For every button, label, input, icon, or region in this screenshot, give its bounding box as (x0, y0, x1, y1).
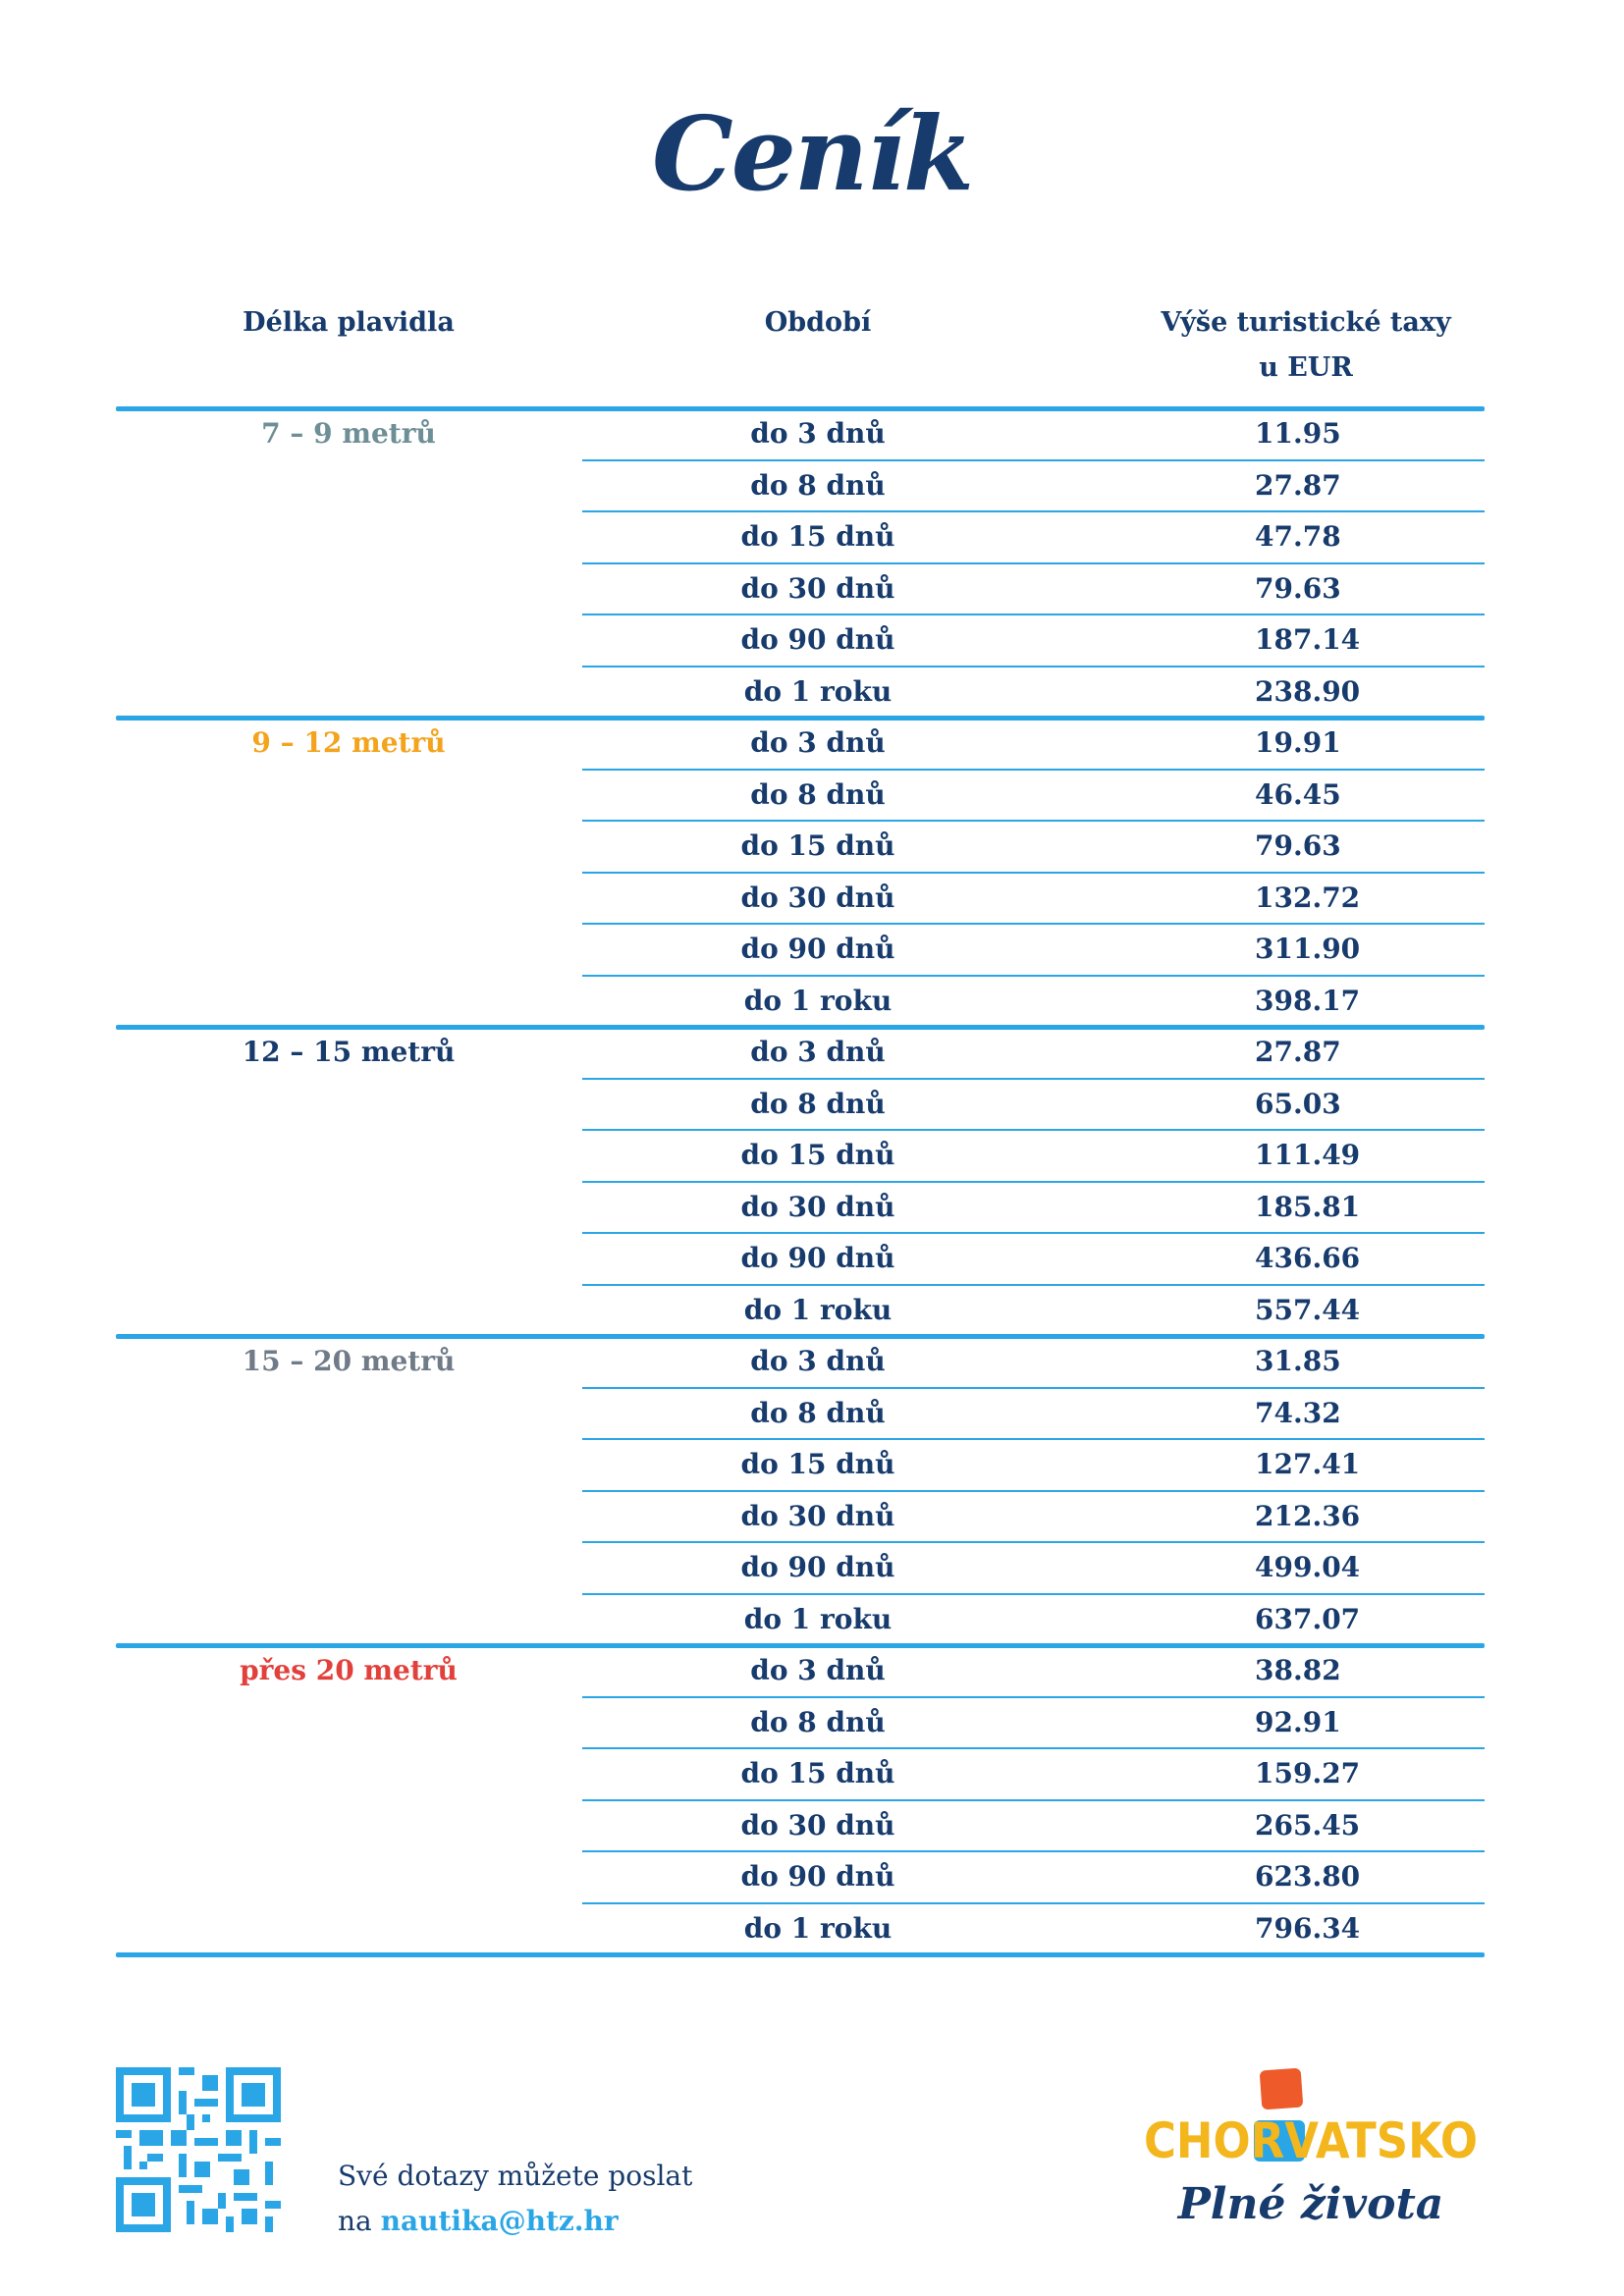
price-cell: 79.63 (1255, 829, 1341, 862)
row-divider (582, 459, 1485, 461)
group-divider (116, 406, 1485, 411)
table-bottom-rule (116, 1952, 1485, 1957)
price-cell: 38.82 (1255, 1654, 1341, 1686)
row-divider (582, 872, 1485, 874)
group-divider (116, 1334, 1485, 1339)
row-divider (582, 975, 1485, 977)
price-cell: 27.87 (1255, 1036, 1341, 1068)
price-cell: 265.45 (1255, 1808, 1361, 1842)
period-cell: do 1 roku (743, 1911, 893, 1945)
period-cell: do 3 dnů (750, 1036, 886, 1068)
price-cell: 187.14 (1255, 623, 1361, 656)
row-divider (582, 1284, 1485, 1286)
vessel-length-label: 7 – 9 metrů (261, 417, 436, 450)
contact-prefix: na (338, 2205, 372, 2237)
price-cell: 499.04 (1255, 1551, 1361, 1583)
period-cell: do 90 dnů (740, 623, 895, 656)
period-cell: do 15 dnů (740, 1448, 895, 1480)
price-cell: 19.91 (1255, 726, 1341, 759)
row-divider (582, 666, 1485, 667)
period-cell: do 90 dnů (740, 933, 895, 965)
group-divider (116, 716, 1485, 721)
price-cell: 11.95 (1255, 417, 1341, 450)
period-cell: do 30 dnů (740, 1499, 895, 1532)
group-divider (116, 1643, 1485, 1648)
price-cell: 212.36 (1255, 1499, 1361, 1532)
period-cell: do 15 dnů (740, 829, 895, 862)
row-divider (582, 614, 1485, 615)
row-divider (582, 1129, 1485, 1131)
price-cell: 79.63 (1255, 571, 1341, 605)
contact-email-link[interactable]: nautika@htz.hr (380, 2205, 619, 2237)
period-cell: do 15 dnů (740, 1139, 895, 1171)
price-cell: 65.03 (1255, 1087, 1341, 1120)
croatia-logo (1139, 2061, 1483, 2268)
period-cell: do 90 dnů (740, 1860, 895, 1893)
period-cell: do 15 dnů (740, 1757, 895, 1789)
contact-line1: Své dotazy můžete poslat (338, 2160, 693, 2192)
price-cell: 238.90 (1255, 674, 1361, 708)
period-cell: do 3 dnů (750, 1345, 886, 1377)
page-title: Ceník (651, 93, 973, 214)
price-cell: 74.32 (1255, 1396, 1341, 1429)
row-divider (582, 510, 1485, 512)
price-cell: 796.34 (1255, 1911, 1361, 1945)
period-cell: do 90 dnů (740, 1242, 895, 1274)
header-tax-line1: Výše turistické taxy (1161, 307, 1451, 338)
price-cell: 159.27 (1255, 1757, 1361, 1789)
row-divider (582, 923, 1485, 925)
price-cell: 398.17 (1255, 984, 1361, 1017)
period-cell: do 8 dnů (750, 1705, 886, 1738)
contact-info (338, 2154, 692, 2244)
row-divider (582, 1387, 1485, 1389)
price-cell: 127.41 (1255, 1448, 1361, 1480)
period-cell: do 3 dnů (750, 417, 886, 450)
price-cell: 47.78 (1255, 520, 1341, 553)
period-cell: do 30 dnů (740, 1190, 895, 1223)
period-cell: do 30 dnů (740, 881, 895, 914)
header-tax-line2: u EUR (1259, 352, 1353, 383)
price-cell: 27.87 (1255, 468, 1341, 502)
row-divider (582, 1902, 1485, 1904)
row-divider (582, 1799, 1485, 1801)
price-cell: 557.44 (1255, 1293, 1361, 1326)
row-divider (582, 769, 1485, 771)
period-cell: do 30 dnů (740, 571, 895, 605)
price-cell: 92.91 (1255, 1705, 1341, 1738)
header-tax (1110, 300, 1502, 391)
period-cell: do 8 dnů (750, 1087, 886, 1120)
logo-sun-shape (1260, 2068, 1304, 2110)
price-cell: 185.81 (1255, 1190, 1361, 1223)
price-cell: 436.66 (1255, 1242, 1361, 1274)
row-divider (582, 1078, 1485, 1080)
period-cell: do 3 dnů (750, 726, 886, 759)
header-period: Období (764, 307, 872, 338)
period-cell: do 8 dnů (750, 777, 886, 811)
row-divider (582, 820, 1485, 822)
row-divider (582, 1438, 1485, 1440)
vessel-length-label: 12 – 15 metrů (242, 1036, 456, 1068)
period-cell: do 1 roku (743, 1293, 893, 1326)
row-divider (582, 1181, 1485, 1183)
header-vessel-length: Délka plavidla (243, 307, 455, 338)
row-divider (582, 1593, 1485, 1595)
row-divider (582, 1541, 1485, 1543)
row-divider (582, 562, 1485, 564)
price-cell: 46.45 (1255, 777, 1341, 811)
period-cell: do 1 roku (743, 674, 893, 708)
price-cell: 311.90 (1255, 933, 1361, 965)
period-cell: do 15 dnů (740, 520, 895, 553)
period-cell: do 3 dnů (750, 1654, 886, 1686)
period-cell: do 1 roku (743, 1602, 893, 1635)
price-cell: 31.85 (1255, 1345, 1341, 1377)
row-divider (582, 1747, 1485, 1749)
period-cell: do 90 dnů (740, 1551, 895, 1583)
vessel-length-label: přes 20 metrů (240, 1654, 458, 1686)
row-divider (582, 1850, 1485, 1852)
period-cell: do 8 dnů (750, 468, 886, 502)
group-divider (116, 1025, 1485, 1030)
period-cell: do 1 roku (743, 984, 893, 1017)
price-cell: 623.80 (1255, 1860, 1361, 1893)
logo-wordmark: CHORVATSKO (1144, 2112, 1478, 2169)
qr-code[interactable] (116, 2067, 281, 2232)
contact-line2 (338, 2199, 692, 2244)
period-cell: do 8 dnů (750, 1396, 886, 1429)
price-cell: 111.49 (1255, 1139, 1361, 1171)
vessel-length-label: 15 – 20 metrů (242, 1345, 456, 1377)
row-divider (582, 1490, 1485, 1492)
row-divider (582, 1696, 1485, 1698)
logo-tagline: Plné života (1177, 2179, 1444, 2229)
period-cell: do 30 dnů (740, 1808, 895, 1842)
vessel-length-label: 9 – 12 metrů (251, 726, 446, 759)
price-cell: 637.07 (1255, 1602, 1361, 1635)
price-cell: 132.72 (1255, 881, 1361, 914)
row-divider (582, 1232, 1485, 1234)
